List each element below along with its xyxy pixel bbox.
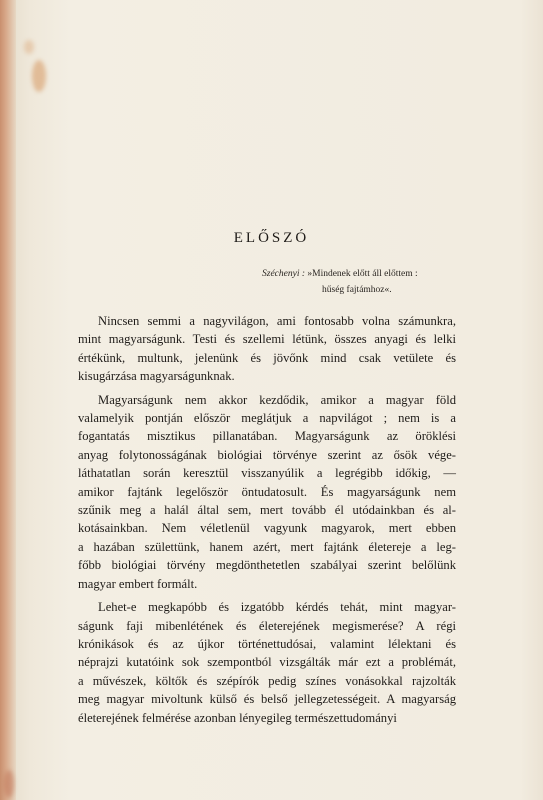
text-line: főbb biológiai törvény megdönthetetlen szabályai szerint belőlünk xyxy=(78,558,456,573)
text-line: krónikások és az újkor történettudósai, valamint lélektani és xyxy=(78,636,456,651)
text-line: életerejének felmérése azonban lényegileg természettudományi xyxy=(78,710,397,725)
text-line: Magyarságunk nem akkor kezdődik, amikor a magyar föld xyxy=(98,392,456,407)
text-line: magyar embert formált. xyxy=(78,576,198,591)
text-line: kotásainkban. Nem véletlenül vagyunk magyarok, mert ebben xyxy=(78,521,456,536)
text-line: ságunk faji mibenlétének és életerejének megismerése? A régi xyxy=(78,618,456,633)
text-line: értékünk, multunk, jelenünk és jövőnk mind csak vetülete és xyxy=(78,350,456,365)
text-line: valamelyik pontján először meglátjuk a napvilágot ; nem is a xyxy=(78,411,456,426)
epigraph-quote-line2: hűség fajtámhoz«. xyxy=(322,285,392,295)
text-line: a hazában születtünk, hanem azért, mert fajtánk életereje a leg- xyxy=(78,539,456,554)
text-line: a művészek, költők és szépírók pedig színes vonásokkal rajzolták xyxy=(78,673,456,688)
text-line: szűnik meg a halál által sem, mert tovább él utódainkban és al- xyxy=(78,503,456,518)
text-line: Lehet-e megkapóbb és izgatóbb kérdés tehát, mint magyar- xyxy=(98,600,456,615)
epigraph-author: Széchenyi : xyxy=(262,269,305,279)
body-text xyxy=(78,312,456,732)
epigraph xyxy=(262,266,492,298)
text-line: láthatatlan során keresztül visszanyúlik a legrégibb időkig, — xyxy=(78,466,456,481)
paragraph xyxy=(78,312,456,386)
text-line: anyag folytonosságának biológiai törvénye szerint az ősök vége- xyxy=(78,447,456,462)
text-line: amikor fajtánk legelőször öntudatosult. És magyarságunk nem xyxy=(78,484,456,499)
text-line: Nincsen semmi a nagyvilágon, ami fontosabb volna számunkra, xyxy=(98,314,456,328)
text-line: néprajzi kutatóink sok szempontból vizsgálták már ezt a problémát, xyxy=(78,655,456,670)
text-line: meg magyar mivoltunk külső és belső jellegzetességeit. A magyarság xyxy=(78,692,456,707)
text-line: fogantatás misztikus pillanatában. Magyarságunk az öröklési xyxy=(78,429,456,444)
page-heading: ELŐSZÓ xyxy=(233,230,310,246)
paragraph xyxy=(78,391,456,593)
foxing-stain xyxy=(24,40,34,54)
text-line: mint magyarságunk. Testi és szellemi létünk, összes anyagi és lelki xyxy=(78,332,456,347)
foxing-stain xyxy=(32,60,46,92)
epigraph-quote-line1: »Mindenek előtt áll előttem : xyxy=(307,269,418,279)
text-line: kisugárzása magyarságunknak. xyxy=(78,369,235,384)
paragraph xyxy=(78,598,456,727)
book-spine-edge xyxy=(0,0,16,800)
foxing-stain xyxy=(4,770,14,798)
